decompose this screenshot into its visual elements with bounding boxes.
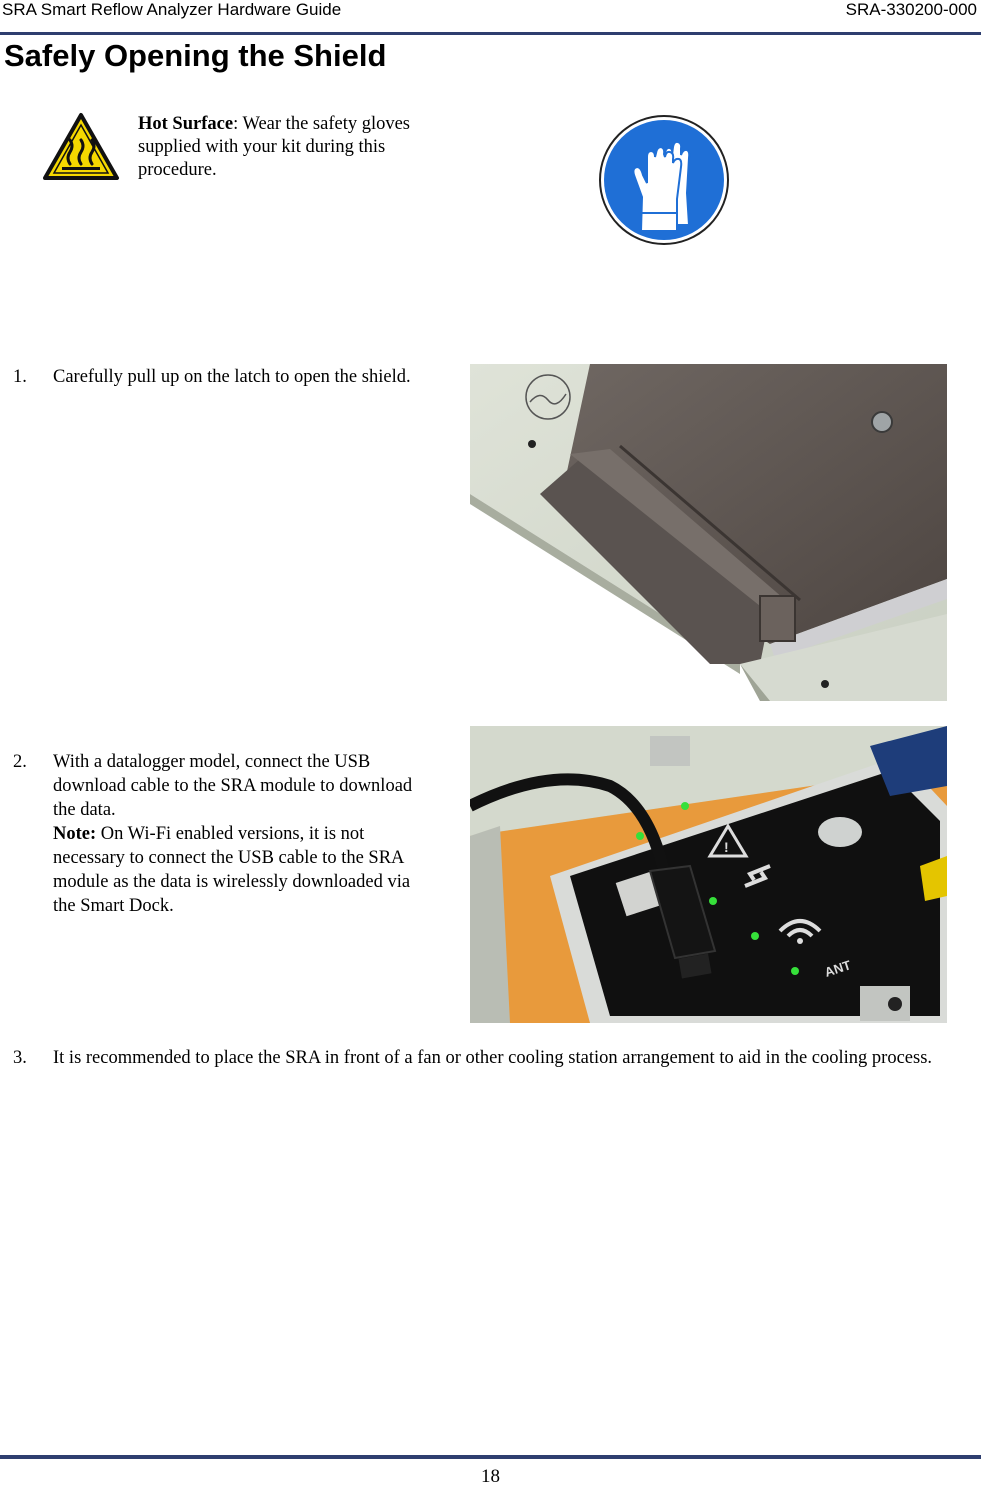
step-number: 1. <box>13 367 27 387</box>
step-text: It is recommended to place the SRA in front of a fan or other cooling station arrangement to aid in the cooling process. <box>53 1048 933 1068</box>
ant-label: ANT <box>822 957 853 980</box>
note-label: Note: <box>53 824 97 844</box>
step-text: Carefully pull up on the latch to open the shield. <box>53 367 411 387</box>
safety-gloves-icon <box>597 113 731 247</box>
svg-text:!: ! <box>724 839 729 855</box>
step-number: 3. <box>13 1048 27 1068</box>
footer-rule <box>0 1455 981 1459</box>
hot-surface-warning-text <box>138 113 458 182</box>
hot-surface-warning-icon <box>42 112 120 182</box>
step-number: 2. <box>13 752 27 772</box>
step-text-block <box>53 750 433 918</box>
page-title: Safely Opening the Shield <box>4 38 387 73</box>
warning-label: Hot Surface <box>138 114 234 134</box>
shield-latch-photo <box>470 364 947 701</box>
step-text: With a datalogger model, connect the USB download cable to the SRA module to download the data. <box>53 752 413 820</box>
header-rule <box>0 32 981 35</box>
header-doc-title: SRA Smart Reflow Analyzer Hardware Guide <box>2 0 342 19</box>
page-number: 18 <box>481 1466 500 1487</box>
page-header <box>0 0 981 32</box>
sra-module-usb-photo <box>470 726 947 1023</box>
header-doc-number: SRA-330200-000 <box>845 0 977 19</box>
note-text: On Wi-Fi enabled versions, it is not necessary to connect the USB cable to the SRA module as the data is wirelessly downloaded via the Smart Dock. <box>53 824 411 916</box>
warning-body: : Wear the safety gloves supplied with your kit during this procedure. <box>138 114 411 180</box>
